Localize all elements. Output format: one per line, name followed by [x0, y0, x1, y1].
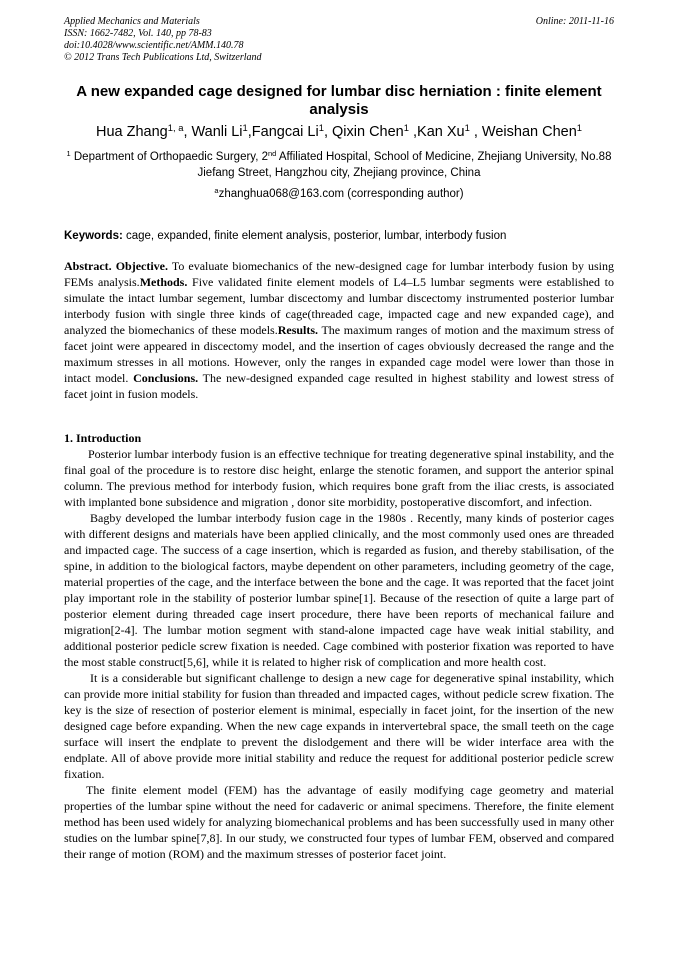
affiliation-text-2: Affiliated Hospital, School of Medicine, Zhejiang University, No.88 Jiefang Street, Hangzhou city, Zhejiang province, China	[197, 151, 612, 179]
intro-paragraph: The finite element model (FEM) has the advantage of easily modifying cage geometry and material properties of the lumbar spine without the need for cadaveric or animal specimens. Therefore, the finite element method has been used widely for analyzing biomechanical problems and has been successfully used in many other studies on the lumbar spine[7,8]. In our study, we constructed four types of lumbar FEM, observed and compared their range of motion (ROM) and the maximum stresses of posterior facet joint.	[64, 783, 614, 861]
keywords-text: cage, expanded, finite element analysis, posterior, lumbar, interbody fusion	[122, 230, 507, 242]
results-label: Results.	[277, 323, 319, 337]
affiliation-text-1: Department of Orthopaedic Surgery, 2	[70, 151, 268, 163]
corresponding-email	[64, 186, 614, 202]
abstract-label: Abstract. Objective.	[64, 259, 169, 273]
affiliation-ordinal: nd	[267, 148, 277, 158]
email-marker: a	[214, 185, 219, 195]
journal-name: Applied Mechanics and Materials	[64, 16, 200, 27]
intro-paragraph: Posterior lumbar interbody fusion is an effective technique for treating degenerative spinal instability, and the final goal of the procedure is to restore disc height, enlarge the stenotic foramen, and support the anterior spinal column. The previous method for interbody fusion, which requires bone graft from the iliac crests, is associated with implanted bone subsidence and migration , donor site morbidity, postoperative discomfort, and infection.	[64, 447, 614, 509]
author-list	[40, 123, 638, 141]
section-heading: 1. Introduction	[64, 431, 142, 445]
affiliation	[64, 149, 614, 181]
abstract-methods: Five validated finite element models of L4–L5 lumbar segments were established to simulate the intact lumbar segement, lumbar discectomy and lumbar discectomy instrumented posterior lumbar interbody fusion with single three kinds of cage(threaded cage, impacted cage and new expanded cage), and analyzed the biomechanics of these models.	[64, 275, 614, 337]
affiliation-marker: 1	[66, 148, 71, 158]
doi-line: doi:10.4028/www.scientific.net/AMM.140.78	[64, 40, 244, 51]
issn-line: ISSN: 1662-7482, Vol. 140, pp 78-83	[64, 28, 212, 39]
abstract-results: The maximum ranges of motion and the maximum stress of facet joint were appeared in discectomy model, and the insertion of cages obviously decreased the range and the maximum stresses in all motions. However, only the ranges in expanded cage model were lower than those in intact model.	[64, 323, 614, 385]
author-affil-sup: 1	[403, 121, 409, 133]
abstract-conclusions: The new-designed expanded cage resulted in highest stability and lowest stress of facet joint in fusion models.	[64, 371, 614, 401]
introduction-section	[64, 430, 614, 862]
intro-paragraph: It is a considerable but significant challenge to design a new cage for degenerative spinal instability, which can provide more initial stability for fusion than threaded and impacted cages, without pedicle screw fixation. The key is the size of resection of posterior element is minimal, especially in facet joint, for the insertion of the new designed cage before expanding. When the new cage expands in intervertebral space, the small teeth on the cage surface will insert the endplate to prevent the dislodgement and there will be wider interface area with the endplate. All of above provide more initial stability and reduce the request for additional posterior pedicle screw fixation.	[64, 671, 614, 781]
intro-paragraph: Bagby developed the lumbar interbody fusion cage in the 1980s . Recently, many kinds of posterior cages with different designs and materials have been applied clinically, and the most commonly used ones are threaded and impacted cage. The success of a cage insertion, which is regarded as fusion, and thereby stabilisation, of the spine, in addition to the biological factors, maybe dependent on other parameters, including geometry of the cage, material properties of the cage, and the interface between the bone and the cage. It was reported that the facet joint play important role in the stability of posterior lumbar spine[1]. Because of the resection of quite a large part of posterior element during threaded cage insert procedure, there have been reports of mechanical failure and migration[2-4]. The lumbar motion segment with stand-alone impacted cage have weak initial stability, and additional posterior pedicle screw fixation is needed. Cage combined with posterior fixation was reported to have the most stable construct[5,6], while it is related to higher risk of complication and more health cost.	[64, 511, 614, 669]
author-affil-sup: 1	[576, 121, 583, 133]
abstract	[64, 258, 614, 402]
abstract-objective: To evaluate biomechanics of the new-designed cage for lumbar interbody fusion by using FEMs analysis.	[64, 259, 615, 289]
author-affil-sup: 1	[464, 121, 470, 133]
author-sep: ,	[183, 124, 192, 140]
email-text: zhanghua068@163.com (corresponding author)	[218, 188, 464, 200]
paper-title: A new expanded cage designed for lumbar disc herniation : finite element analysis	[76, 83, 602, 118]
author-affil-sup: 1, a	[167, 121, 184, 133]
author-affil-sup: 1	[242, 121, 248, 133]
author-sep: , Qixin Chen	[323, 124, 404, 140]
author-name: Wanli Li	[191, 124, 243, 140]
conclusions-label: Conclusions.	[133, 371, 199, 385]
keywords	[64, 228, 614, 244]
author-affil-sup: 1	[318, 121, 324, 133]
author-sep: , Weishan Chen	[469, 124, 577, 140]
online-date: Online: 2011-11-16	[535, 16, 614, 27]
keywords-label: Keywords:	[64, 230, 123, 242]
copyright-line: © 2012 Trans Tech Publications Ltd, Switzerland	[64, 52, 262, 63]
author-sep: ,Fangcai Li	[247, 124, 319, 140]
author-name: Hua Zhang	[95, 124, 168, 140]
author-sep: ,Kan Xu	[408, 124, 465, 140]
methods-label: Methods.	[139, 275, 188, 289]
